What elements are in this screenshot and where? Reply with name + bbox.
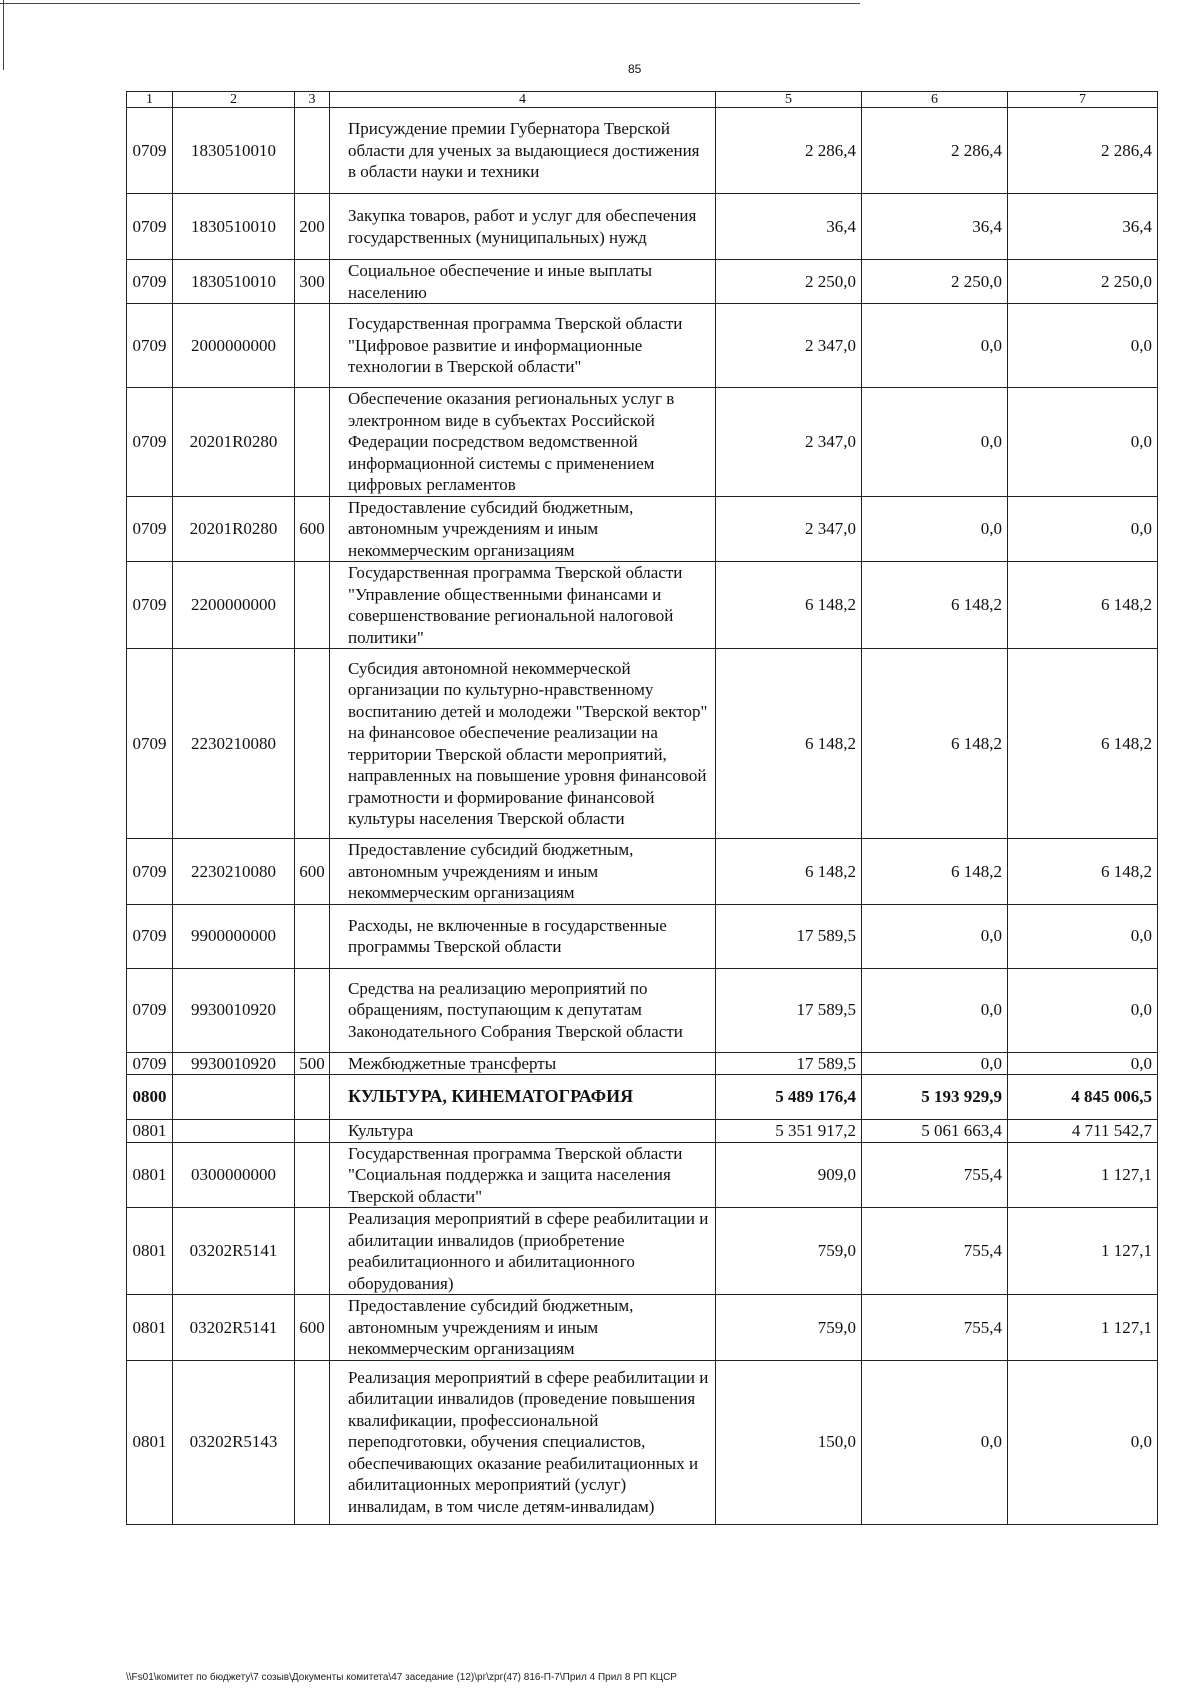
amount-col-7-cell: 1 127,1 xyxy=(1008,1295,1158,1361)
amount-col-5-cell: 5 489 176,4 xyxy=(716,1075,862,1120)
item-name-cell: Социальное обеспечение и иные выплаты населению xyxy=(330,260,716,304)
item-name-cell: Межбюджетные трансферты xyxy=(330,1052,716,1075)
expense-type-code-cell: 500 xyxy=(295,1052,330,1075)
amount-col-6-cell: 2 250,0 xyxy=(862,260,1008,304)
amount-col-6-cell: 0,0 xyxy=(862,304,1008,388)
amount-col-5-cell: 6 148,2 xyxy=(716,839,862,905)
table-row xyxy=(127,304,1158,388)
amount-col-5-cell: 36,4 xyxy=(716,194,862,260)
target-article-code-cell: 1830510010 xyxy=(173,108,295,194)
amount-col-7-cell: 36,4 xyxy=(1008,194,1158,260)
table-row xyxy=(127,1360,1158,1524)
section-code-cell: 0801 xyxy=(127,1120,173,1143)
section-code-cell: 0709 xyxy=(127,304,173,388)
amount-col-6-cell: 0,0 xyxy=(862,1052,1008,1075)
amount-col-6-cell: 755,4 xyxy=(862,1295,1008,1361)
budget-table xyxy=(126,91,1158,1525)
page-number: 85 xyxy=(628,62,642,76)
expense-type-code-cell xyxy=(295,1075,330,1120)
target-article-code-cell: 2000000000 xyxy=(173,304,295,388)
item-name-cell: Реализация мероприятий в сфере реабилитации и абилитации инвалидов (проведение повышения квалификации, профессиональной переподготовки, обучения специалистов, обеспечивающих оказание реабилитационных и абилитационных мероприятий (услуг) инвалидам, в том числе детям-инвалидам) xyxy=(330,1360,716,1524)
amount-col-6-cell: 5 061 663,4 xyxy=(862,1120,1008,1143)
amount-col-5-cell: 5 351 917,2 xyxy=(716,1120,862,1143)
amount-col-6-cell: 0,0 xyxy=(862,388,1008,497)
section-code-cell: 0709 xyxy=(127,1052,173,1075)
expense-type-code-cell: 600 xyxy=(295,839,330,905)
amount-col-7-cell: 4 711 542,7 xyxy=(1008,1120,1158,1143)
amount-col-7-cell: 0,0 xyxy=(1008,968,1158,1052)
expense-type-code-cell xyxy=(295,388,330,497)
item-name-cell: Предоставление субсидий бюджетным, автономным учреждениям и иным некоммерческим организациям xyxy=(330,839,716,905)
item-name-cell: Обеспечение оказания региональных услуг в электронном виде в субъектах Российской Федерации посредством ведомственной информационной системы с применением цифровых регламентов xyxy=(330,388,716,497)
expense-type-code-cell xyxy=(295,649,330,839)
target-article-code-cell: 03202R5143 xyxy=(173,1360,295,1524)
target-article-code-cell: 9900000000 xyxy=(173,904,295,968)
amount-col-5-cell: 6 148,2 xyxy=(716,562,862,649)
amount-col-6-cell: 6 148,2 xyxy=(862,649,1008,839)
amount-col-6-cell: 5 193 929,9 xyxy=(862,1075,1008,1120)
expense-type-code-cell xyxy=(295,968,330,1052)
amount-col-5-cell: 17 589,5 xyxy=(716,1052,862,1075)
scan-left-edge-line xyxy=(3,0,4,70)
table-row xyxy=(127,1142,1158,1208)
amount-col-5-cell: 2 347,0 xyxy=(716,388,862,497)
header-cell-3: 3 xyxy=(295,92,330,108)
amount-col-6-cell: 2 286,4 xyxy=(862,108,1008,194)
section-code-cell: 0709 xyxy=(127,904,173,968)
expense-type-code-cell xyxy=(295,904,330,968)
amount-col-5-cell: 909,0 xyxy=(716,1142,862,1208)
amount-col-7-cell: 1 127,1 xyxy=(1008,1142,1158,1208)
expense-type-code-cell: 600 xyxy=(295,496,330,562)
item-name-cell: Культура xyxy=(330,1120,716,1143)
section-code-cell: 0709 xyxy=(127,260,173,304)
header-cell-4: 4 xyxy=(330,92,716,108)
item-name-cell: КУЛЬТУРА, КИНЕМАТОГРАФИЯ xyxy=(330,1075,716,1120)
amount-col-5-cell: 2 250,0 xyxy=(716,260,862,304)
item-name-cell: Присуждение премии Губернатора Тверской области для ученых за выдающиеся достижения в области науки и техники xyxy=(330,108,716,194)
amount-col-7-cell: 0,0 xyxy=(1008,388,1158,497)
header-cell-6: 6 xyxy=(862,92,1008,108)
item-name-cell: Закупка товаров, работ и услуг для обеспечения государственных (муниципальных) нужд xyxy=(330,194,716,260)
amount-col-7-cell: 0,0 xyxy=(1008,496,1158,562)
target-article-code-cell: 2230210080 xyxy=(173,649,295,839)
expense-type-code-cell: 300 xyxy=(295,260,330,304)
table-row xyxy=(127,1120,1158,1143)
amount-col-7-cell: 6 148,2 xyxy=(1008,649,1158,839)
item-name-cell: Государственная программа Тверской области "Управление общественными финансами и совершенствование региональной налоговой политики" xyxy=(330,562,716,649)
table-row xyxy=(127,968,1158,1052)
scan-top-edge-line xyxy=(0,3,860,4)
table-header-row xyxy=(127,92,1158,108)
amount-col-7-cell: 1 127,1 xyxy=(1008,1208,1158,1295)
table-row xyxy=(127,1075,1158,1120)
target-article-code-cell: 20201R0280 xyxy=(173,388,295,497)
expense-type-code-cell xyxy=(295,1208,330,1295)
amount-col-5-cell: 17 589,5 xyxy=(716,968,862,1052)
table-row xyxy=(127,260,1158,304)
amount-col-7-cell: 6 148,2 xyxy=(1008,839,1158,905)
section-code-cell: 0709 xyxy=(127,839,173,905)
table-row xyxy=(127,388,1158,497)
table-row xyxy=(127,562,1158,649)
header-cell-1: 1 xyxy=(127,92,173,108)
amount-col-7-cell: 2 286,4 xyxy=(1008,108,1158,194)
target-article-code-cell: 2230210080 xyxy=(173,839,295,905)
target-article-code-cell: 20201R0280 xyxy=(173,496,295,562)
table-row xyxy=(127,1052,1158,1075)
amount-col-6-cell: 755,4 xyxy=(862,1142,1008,1208)
table-body xyxy=(127,92,1158,1525)
section-code-cell: 0709 xyxy=(127,388,173,497)
target-article-code-cell: 9930010920 xyxy=(173,1052,295,1075)
table-row xyxy=(127,1295,1158,1361)
amount-col-5-cell: 2 347,0 xyxy=(716,496,862,562)
amount-col-5-cell: 150,0 xyxy=(716,1360,862,1524)
section-code-cell: 0801 xyxy=(127,1295,173,1361)
expense-type-code-cell xyxy=(295,1142,330,1208)
amount-col-6-cell: 6 148,2 xyxy=(862,839,1008,905)
item-name-cell: Субсидия автономной некоммерческой организации по культурно-нравственному воспитанию детей и молодежи "Тверской вектор" на финансовое обеспечение реализации на территории Тверской области мероприятий, направленных на повышение уровня финансовой грамотности и формирование финансовой культуры населения Тверской области xyxy=(330,649,716,839)
amount-col-7-cell: 0,0 xyxy=(1008,1360,1158,1524)
section-code-cell: 0709 xyxy=(127,108,173,194)
amount-col-6-cell: 0,0 xyxy=(862,904,1008,968)
expense-type-code-cell: 600 xyxy=(295,1295,330,1361)
item-name-cell: Предоставление субсидий бюджетным, автономным учреждениям и иным некоммерческим организациям xyxy=(330,496,716,562)
section-code-cell: 0709 xyxy=(127,562,173,649)
section-code-cell: 0709 xyxy=(127,496,173,562)
target-article-code-cell: 03202R5141 xyxy=(173,1208,295,1295)
amount-col-5-cell: 17 589,5 xyxy=(716,904,862,968)
section-code-cell: 0801 xyxy=(127,1360,173,1524)
expense-type-code-cell xyxy=(295,1360,330,1524)
expense-type-code-cell xyxy=(295,562,330,649)
amount-col-5-cell: 2 286,4 xyxy=(716,108,862,194)
section-code-cell: 0709 xyxy=(127,194,173,260)
target-article-code-cell: 1830510010 xyxy=(173,260,295,304)
item-name-cell: Государственная программа Тверской области "Социальная поддержка и защита населения Тверской области" xyxy=(330,1142,716,1208)
section-code-cell: 0709 xyxy=(127,968,173,1052)
table-row xyxy=(127,839,1158,905)
amount-col-5-cell: 6 148,2 xyxy=(716,649,862,839)
amount-col-7-cell: 2 250,0 xyxy=(1008,260,1158,304)
target-article-code-cell: 2200000000 xyxy=(173,562,295,649)
amount-col-6-cell: 0,0 xyxy=(862,968,1008,1052)
amount-col-5-cell: 759,0 xyxy=(716,1208,862,1295)
table-row xyxy=(127,194,1158,260)
expense-type-code-cell: 200 xyxy=(295,194,330,260)
footer-file-path: \\Fs01\комитет по бюджету\7 созыв\Документы комитета\47 заседание (12)\рг\zрг(47) 816-П-7\Прил 4 Прил 8 РП КЦСР xyxy=(126,1672,677,1683)
amount-col-7-cell: 0,0 xyxy=(1008,904,1158,968)
amount-col-6-cell: 0,0 xyxy=(862,496,1008,562)
header-cell-2: 2 xyxy=(173,92,295,108)
item-name-cell: Государственная программа Тверской области "Цифровое развитие и информационные технологии в Тверской области" xyxy=(330,304,716,388)
amount-col-7-cell: 4 845 006,5 xyxy=(1008,1075,1158,1120)
target-article-code-cell xyxy=(173,1120,295,1143)
amount-col-7-cell: 0,0 xyxy=(1008,1052,1158,1075)
section-code-cell: 0800 xyxy=(127,1075,173,1120)
target-article-code-cell xyxy=(173,1075,295,1120)
amount-col-6-cell: 0,0 xyxy=(862,1360,1008,1524)
expense-type-code-cell xyxy=(295,108,330,194)
item-name-cell: Средства на реализацию мероприятий по обращениям, поступающим к депутатам Законодательного Собрания Тверской области xyxy=(330,968,716,1052)
target-article-code-cell: 03202R5141 xyxy=(173,1295,295,1361)
target-article-code-cell: 0300000000 xyxy=(173,1142,295,1208)
section-code-cell: 0709 xyxy=(127,649,173,839)
amount-col-6-cell: 6 148,2 xyxy=(862,562,1008,649)
header-cell-5: 5 xyxy=(716,92,862,108)
amount-col-5-cell: 2 347,0 xyxy=(716,304,862,388)
table-row xyxy=(127,496,1158,562)
item-name-cell: Реализация мероприятий в сфере реабилитации и абилитации инвалидов (приобретение реабилитационного и абилитационного оборудования) xyxy=(330,1208,716,1295)
table-row xyxy=(127,1208,1158,1295)
amount-col-5-cell: 759,0 xyxy=(716,1295,862,1361)
table-row xyxy=(127,649,1158,839)
expense-type-code-cell xyxy=(295,304,330,388)
target-article-code-cell: 1830510010 xyxy=(173,194,295,260)
item-name-cell: Расходы, не включенные в государственные программы Тверской области xyxy=(330,904,716,968)
amount-col-6-cell: 755,4 xyxy=(862,1208,1008,1295)
section-code-cell: 0801 xyxy=(127,1142,173,1208)
table-row xyxy=(127,108,1158,194)
item-name-cell: Предоставление субсидий бюджетным, автономным учреждениям и иным некоммерческим организациям xyxy=(330,1295,716,1361)
table-row xyxy=(127,904,1158,968)
header-cell-7: 7 xyxy=(1008,92,1158,108)
amount-col-7-cell: 0,0 xyxy=(1008,304,1158,388)
section-code-cell: 0801 xyxy=(127,1208,173,1295)
amount-col-6-cell: 36,4 xyxy=(862,194,1008,260)
amount-col-7-cell: 6 148,2 xyxy=(1008,562,1158,649)
expense-type-code-cell xyxy=(295,1120,330,1143)
target-article-code-cell: 9930010920 xyxy=(173,968,295,1052)
